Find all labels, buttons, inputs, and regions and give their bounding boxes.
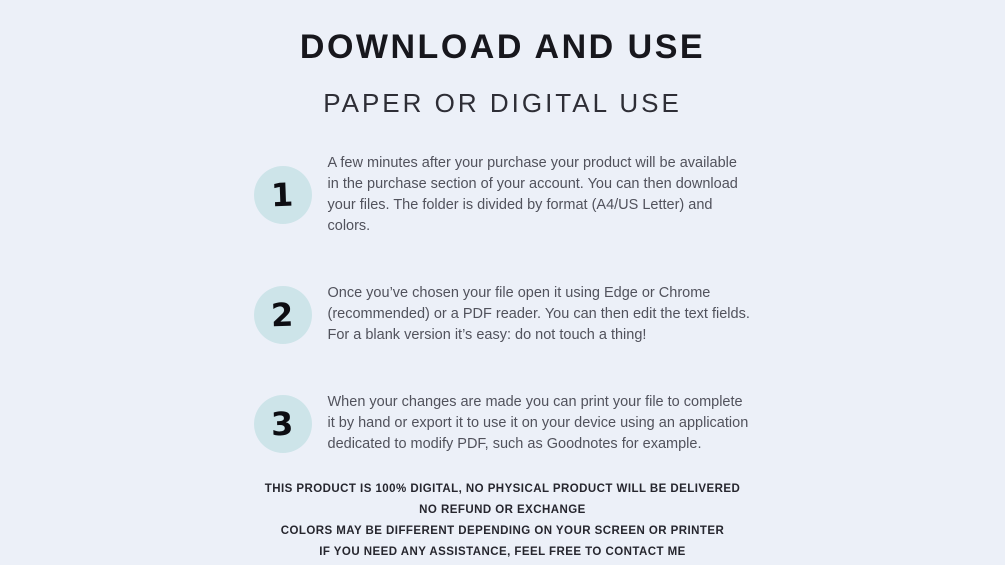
disclaimer-section	[0, 479, 1005, 563]
step-item-2	[254, 283, 752, 346]
step-item-1	[254, 153, 752, 237]
step-number-2: 2	[270, 295, 295, 334]
disclaimer-line-colors: COLORS MAY BE DIFFERENT DEPENDING ON YOUR SCREEN OR PRINTER	[280, 525, 725, 537]
step-number-badge-2	[254, 286, 312, 344]
disclaimer-line-assistance: IF YOU NEED ANY ASSISTANCE, FEEL FREE TO CONTACT ME	[319, 546, 686, 558]
step-description-3: When your changes are made you can print your file to complete it by hand or export it to use it on your device using an application dedicated to modify PDF, such as Goodnotes for example.	[327, 394, 749, 452]
page-title: DOWNLOAD AND USE	[299, 28, 706, 66]
step-description-2: Once you’ve chosen your file open it using Edge or Chrome (recommended) or a PDF reader. You can then edit the text fields. For a blank version it’s easy: do not touch a thing!	[327, 285, 750, 343]
step-number-badge-1	[254, 166, 312, 224]
disclaimer-line-digital: THIS PRODUCT IS 100% DIGITAL, NO PHYSICAL PRODUCT WILL BE DELIVERED	[264, 483, 741, 495]
page-subtitle: PAPER OR DIGITAL USE	[323, 88, 682, 118]
steps-list	[254, 153, 752, 455]
disclaimer-line-refund: NO REFUND OR EXCHANGE	[419, 504, 586, 516]
step-item-3	[254, 392, 752, 455]
step-number-1: 1	[270, 175, 295, 215]
step-description-1: A few minutes after your purchase your product will be available in the purchase section of your account. You can then download your files. The folder is divided by format (A4/US Letter) and colors.	[327, 155, 738, 234]
step-number-badge-3	[254, 395, 312, 453]
step-number-3: 3	[270, 404, 295, 443]
